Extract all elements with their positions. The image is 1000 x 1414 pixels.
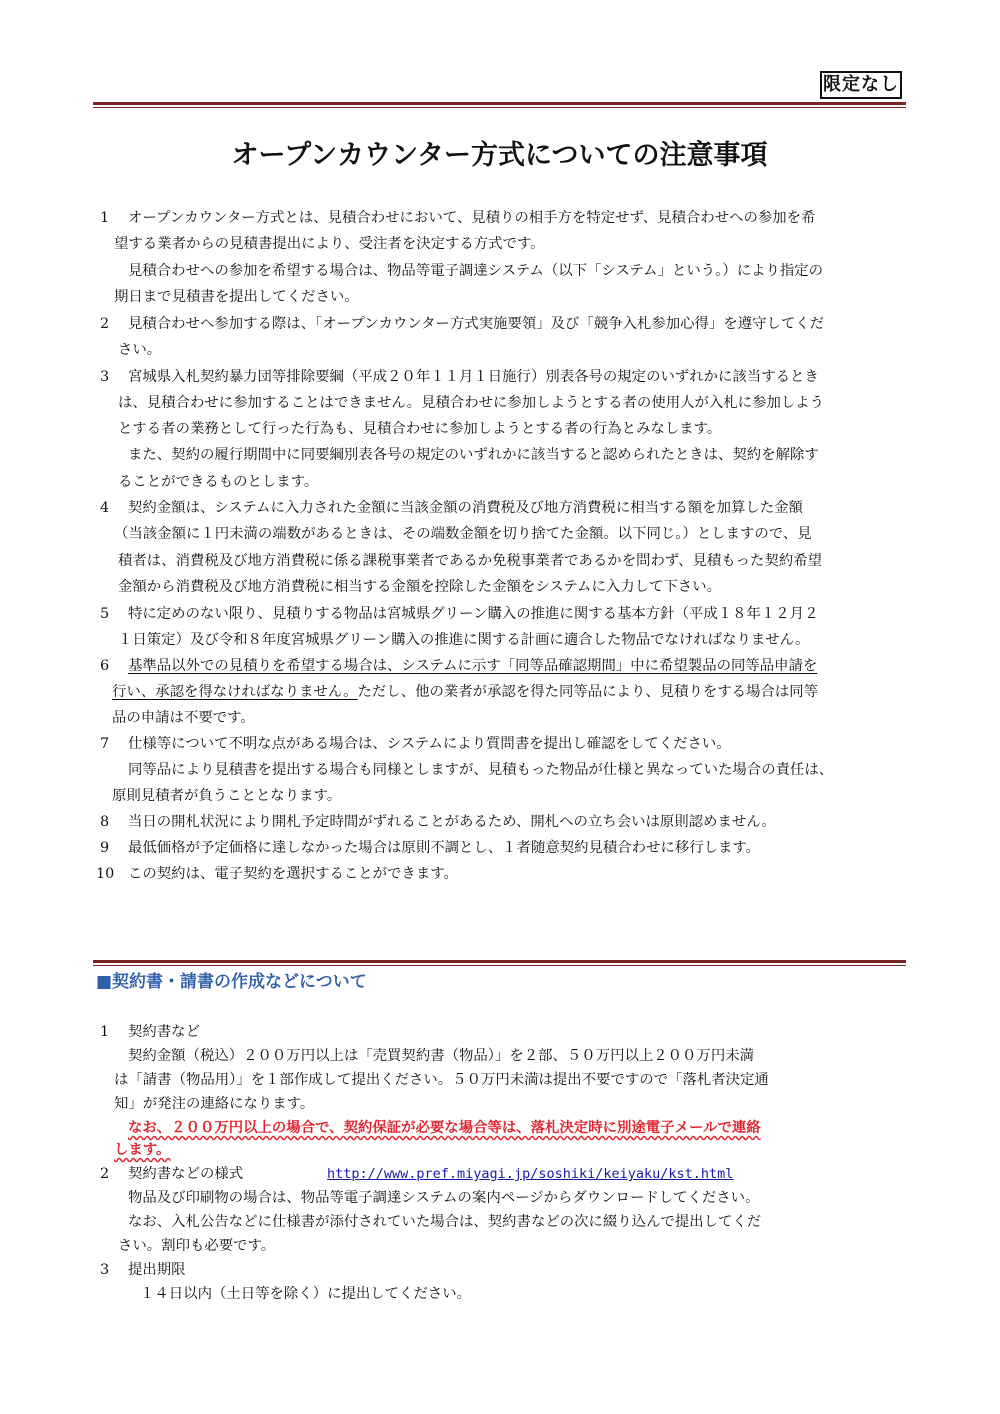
note-line: （当該金額に１円未満の端数があるときは、その端数金額を切り捨てた金額。以下同じ。）としますので、見 (114, 526, 812, 542)
note-number: 2 (100, 316, 110, 332)
section-heading: ■契約書・請書の作成などについて (96, 972, 367, 992)
note-number: 5 (100, 606, 110, 622)
restriction-badge: 限定なし (820, 71, 902, 99)
warning-line: なお、２００万円以上の場合で、契約保証が必要な場合等は、落札決定時に別途電子メールで連絡 (128, 1119, 761, 1136)
note-number: 10 (96, 866, 115, 882)
section-item-number: 1 (100, 1024, 110, 1040)
note-line: 特に定めのない限り、見積りする物品は宮城県グリーン購入の推進に関する基本方針（平成１８年１２月２ (128, 606, 819, 622)
note-line: この契約は、電子契約を選択することができます。 (128, 866, 458, 882)
note-line: 宮城県入札契約暴力団等排除要綱（平成２０年１１月１日施行）別表各号の規定のいずれかに該当するとき (128, 369, 819, 385)
note-line: ることができるものとします。 (118, 474, 319, 490)
section-line: １４日以内（土日等を除く）に提出してください。 (140, 1286, 471, 1302)
section-line: 契約金額（税込）２００万円以上は「売買契約書（物品）」を２部、５０万円以上２００万円未満 (128, 1048, 754, 1064)
note-line: 仕様等について不明な点がある場合は、システムにより質問書を提出し確認をしてください。 (128, 736, 731, 752)
section-rule (93, 960, 906, 966)
note-line: 最低価格が予定価格に達しなかった場合は原則不調とし、１者随意契約見積合わせに移行します。 (128, 840, 761, 856)
note-number: 7 (100, 736, 110, 752)
section-line: さい。割印も必要です。 (118, 1238, 276, 1254)
section-line: なお、入札公告などに仕様書が添付されていた場合は、契約書などの次に綴り込んで提出してくだ (128, 1214, 762, 1230)
note-number: 3 (100, 369, 110, 385)
note-line: 当日の開札状況により開札予定時間がずれることがあるため、開札への立ち会いは原則認めません。 (128, 814, 776, 830)
note-line: 見積合わせへ参加する際は、「オープンカウンター方式実施要領」及び「競争入札参加心得」を遵守してくだ (128, 316, 825, 332)
note-line: さい。 (118, 342, 162, 358)
note-number: 9 (100, 840, 110, 856)
note-line: 見積合わせへの参加を希望する場合は、物品等電子調達システム（以下「システム」という。）により指定の (128, 263, 824, 279)
note-line: は、見積合わせに参加することはできません。見積合わせに参加しようとする者の使用人が入札に参加しよう (118, 395, 825, 411)
header-rule (93, 102, 906, 108)
note-number: 4 (100, 500, 110, 516)
page-title: オープンカウンター方式についての注意事項 (231, 140, 768, 171)
section-item-title: 提出期限 (128, 1262, 186, 1278)
note-line: 望する業者からの見積書提出により、受注者を決定する方式です。 (114, 236, 545, 252)
note-number: 6 (100, 658, 110, 674)
section-line: 物品及び印刷物の場合は、物品等電子調達システムの案内ページからダウンロードしてください。 (128, 1190, 760, 1206)
warning-line: します。 (114, 1141, 171, 1158)
note-line: 同等品により見積書を提出する場合も同様としますが、見積もった物品が仕様と異なっていた場合の責任は、 (128, 762, 834, 778)
note-line: 期日まで見積書を提出してください。 (114, 289, 359, 305)
forms-link[interactable]: http://www.pref.miyagi.jp/soshiki/keiyaku/kst.html (327, 1166, 734, 1182)
note-line-rest: ただし、他の業者が承認を得た同等品により、見積りをする場合は同等 (357, 684, 819, 700)
note-line: 原則見積者が負うこととなります。 (112, 788, 342, 804)
section-line: は「請書（物品用）」を１部作成して提出ください。５０万円未満は提出不要ですので「落札者決定通 (114, 1072, 769, 1088)
note-line: 積者は、消費税及び地方消費税に係る課税事業者であるか免税事業者であるかを問わず、見積もった契約希望 (118, 553, 822, 569)
note-underlined-phrase: 行い、承認を得なければなりません。 (112, 684, 358, 700)
note-line: １日策定）及び令和８年度宮城県グリーン購入の推進に関する計画に適合した物品でなければなりません。 (118, 632, 810, 648)
note-line: 品の申請は不要です。 (112, 710, 255, 726)
section-item-title: 契約書などの様式 (128, 1166, 244, 1182)
note-number: 8 (100, 814, 110, 830)
section-item-number: 3 (100, 1262, 110, 1278)
note-line: オープンカウンター方式とは、見積合わせにおいて、見積りの相手方を特定せず、見積合わせへの参加を希 (128, 210, 816, 226)
note-line: 金額から消費税及び地方消費税に相当する金額を控除した金額をシステムに入力して下さい。 (118, 579, 721, 595)
note-line (112, 682, 818, 702)
section-item-number: 2 (100, 1166, 110, 1182)
note-line: 契約金額は、システムに入力された金額に当該金額の消費税及び地方消費税に相当する額を加算した金額 (128, 500, 803, 516)
section-item-title: 契約書など (128, 1024, 200, 1040)
note-number: 1 (100, 210, 110, 226)
note-line-underlined: 基準品以外での見積りを希望する場合は、システムに示す「同等品確認期間」中に希望製品の同等品申請を (128, 658, 818, 674)
note-line: また、契約の履行期間中に同要綱別表各号の規定のいずれかに該当すると認められたときは、契約を解除す (128, 447, 819, 463)
note-line: とする者の業務として行った行為も、見積合わせに参加しようとする者の行為とみなします。 (118, 421, 722, 437)
section-line: 知」が発注の連絡になります。 (114, 1096, 315, 1112)
